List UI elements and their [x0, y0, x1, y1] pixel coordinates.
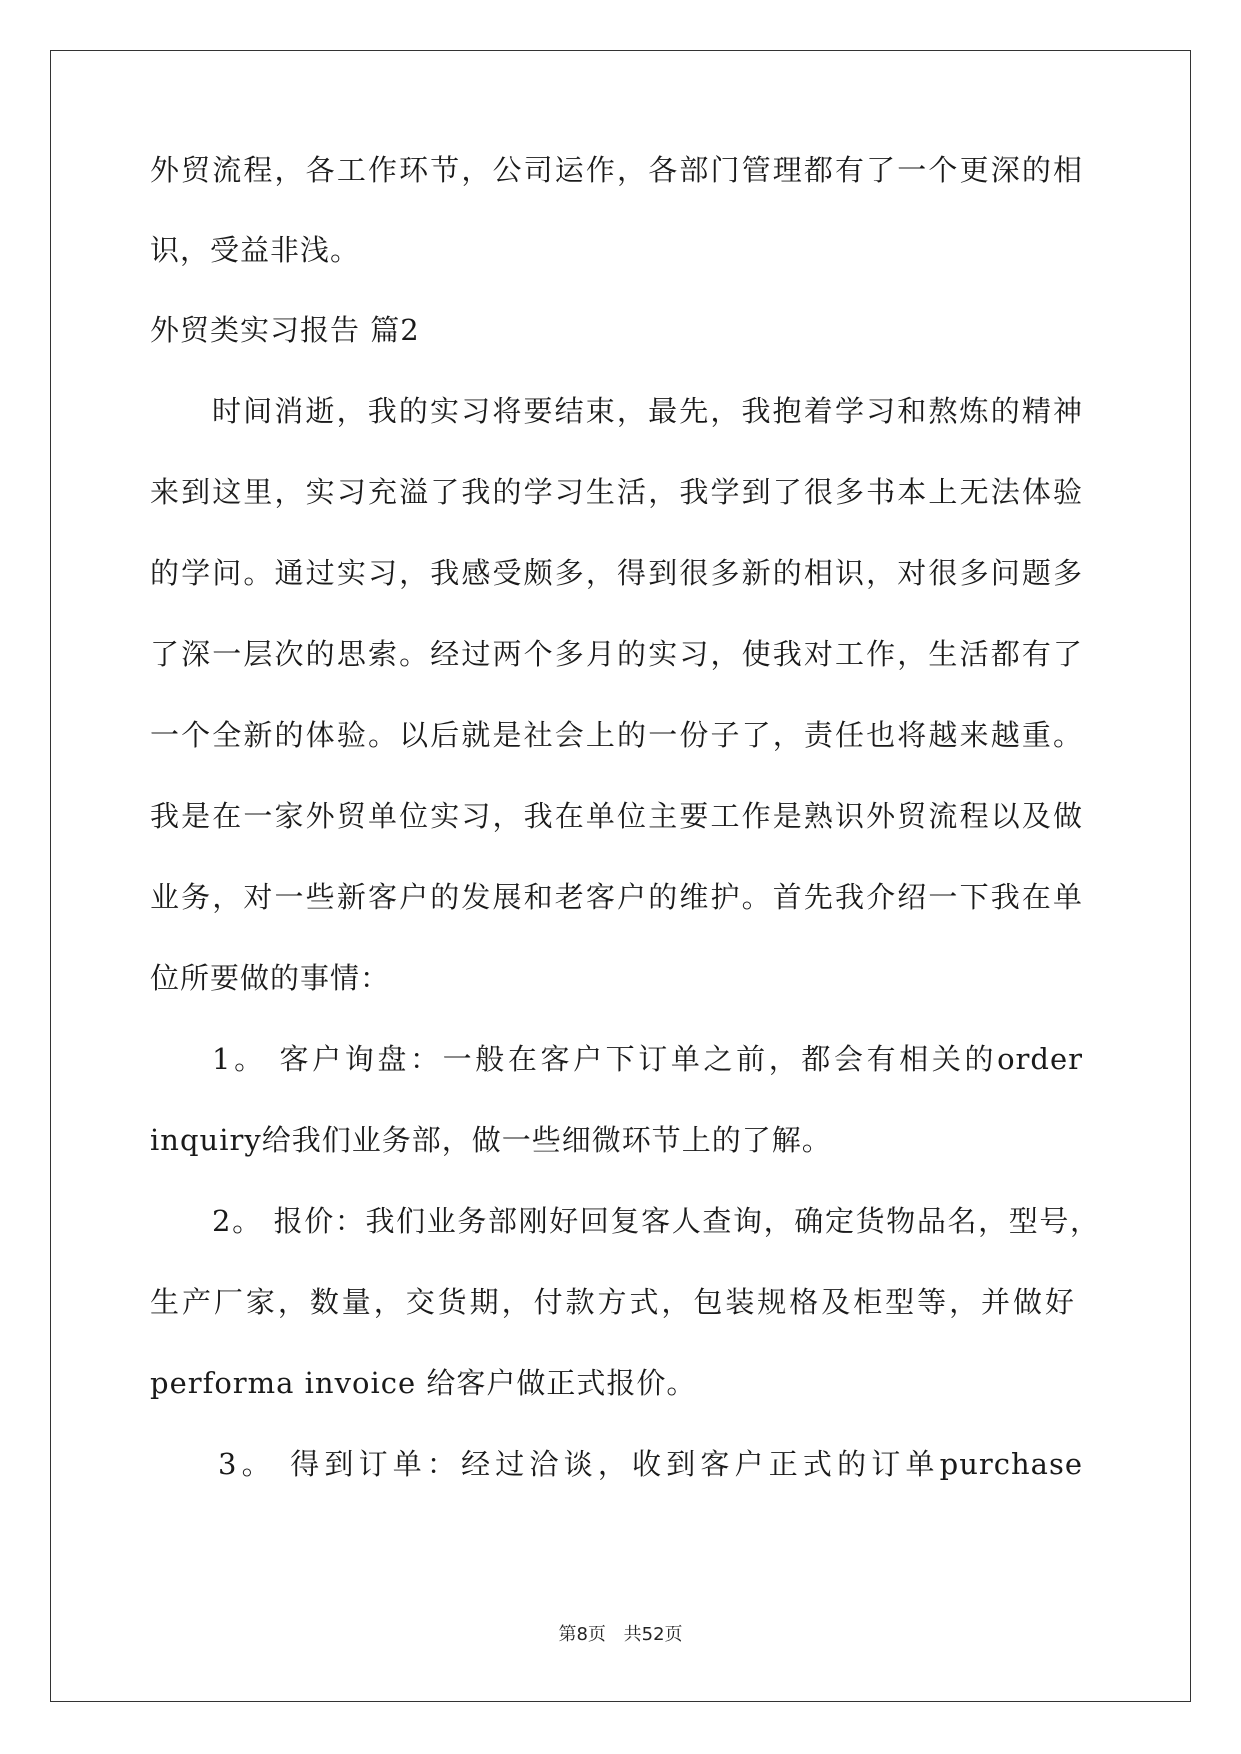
page-footer	[0, 1620, 1241, 1646]
list-item: 2。 报价：我们业务部刚好回复客人查询，确定货物品名，型号，	[212, 1204, 1100, 1238]
text-line: 一个全新的体验。以后就是社会上的一份子了，责任也将越来越重。	[150, 718, 1083, 752]
text-line: 了深一层次的思索。经过两个多月的实习，使我对工作，生活都有了	[150, 637, 1083, 671]
text-line: 业务，对一些新客户的发展和老客户的维护。首先我介绍一下我在单	[150, 880, 1083, 914]
section-heading: 外贸类实习报告 篇2	[150, 313, 420, 347]
list-item: 3。 得到订单：经过洽谈，收到客户正式的订单purchase	[218, 1447, 1083, 1481]
text-line: performa invoice 给客户做正式报价。	[150, 1366, 697, 1400]
text-line: 时间消逝，我的实习将要结束，最先，我抱着学习和熬炼的精神	[212, 394, 1083, 428]
list-item: 1。 客户询盘：一般在客户下订单之前，都会有相关的order	[212, 1042, 1083, 1076]
text-line: 来到这里，实习充溢了我的学习生活，我学到了很多书本上无法体验	[150, 475, 1083, 509]
text-line: 生产厂家，数量，交货期，付款方式，包装规格及柜型等，并做好	[150, 1285, 1075, 1319]
text-line: inquiry给我们业务部，做一些细微环节上的了解。	[150, 1123, 832, 1157]
page-number: 第8页	[558, 1624, 606, 1645]
text-line: 外贸流程，各工作环节，公司运作，各部门管理都有了一个更深的相	[150, 153, 1083, 187]
text-line: 识，受益非浅。	[150, 233, 361, 267]
text-line: 我是在一家外贸单位实习，我在单位主要工作是熟识外贸流程以及做	[150, 799, 1083, 833]
text-line: 的学问。通过实习，我感受颇多，得到很多新的相识，对很多问题多	[150, 556, 1083, 590]
page-total: 共52页	[623, 1624, 683, 1645]
text-line: 位所要做的事情：	[150, 961, 391, 995]
